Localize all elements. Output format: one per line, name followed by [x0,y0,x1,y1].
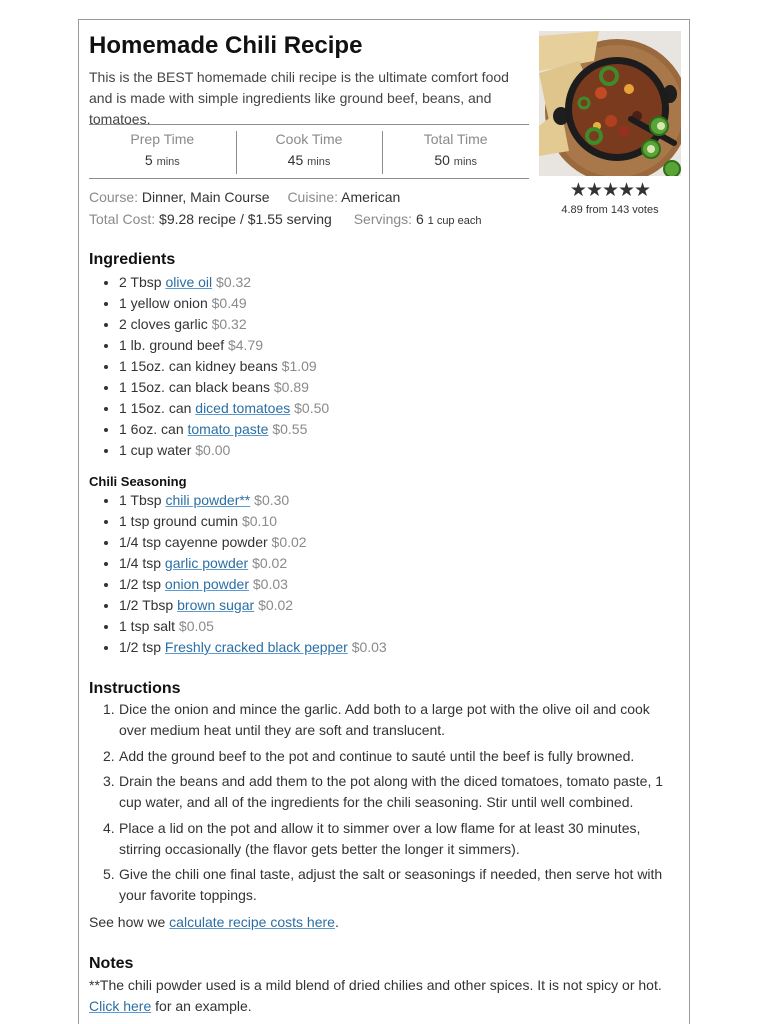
ingredient-cost: $4.79 [227,337,264,353]
seasoning-item: 1 Tbsp chili powder** $0.30 [119,490,387,511]
recipe-photo [539,31,681,176]
ingredient-item: 1 15oz. can diced tomatoes $0.50 [119,398,329,419]
recipe-summary: This is the BEST homemade chili recipe is the ultimate comfort food and is made with simple ingredients like ground beef, beans, and tomatoes. [89,69,509,127]
ingredient-item: 1 6oz. can tomato paste $0.55 [119,419,329,440]
recipe-card [78,19,690,1024]
chili-seasoning-heading: Chili Seasoning [89,474,187,489]
recipe-meta-course-cuisine [89,187,400,207]
ingredient-cost: $0.55 [272,421,308,437]
servings-value: 6 [415,211,424,227]
seasoning-item: 1 tsp ground cumin $0.10 [119,511,387,532]
total-time-value: 50 [434,152,450,168]
ingredient-item: 2 cloves garlic $0.32 [119,314,329,335]
ingredient-item: 1 lb. ground beef $4.79 [119,335,329,356]
recipe-title: Homemade Chili Recipe [89,32,363,59]
prep-time [89,125,236,178]
cook-time-label: Cook Time [275,131,343,147]
seasoning-item: 1/2 tsp onion powder $0.03 [119,574,387,595]
total-time-label: Total Time [423,131,488,147]
ingredient-cost: $0.05 [178,618,214,634]
cook-time-unit: mins [307,156,331,168]
click-here-link[interactable]: Click here [89,998,152,1014]
instruction-step: 3. Drain the beans and add them to the pot along with the diced tomatoes, tomato paste, 1 cup water, and all of the ingredients for the chili seasoning. Stir until well combined. [103,773,664,810]
rating-votes-text: 4.89 from 143 votes [561,204,659,216]
prep-time-label: Prep Time [130,131,195,147]
ingredient-cost: $0.02 [271,534,307,550]
instruction-step: 2. Add the ground beef to the pot and continue to sauté until the beef is fully browned. [103,747,635,764]
seasoning-item: 1/4 tsp garlic powder $0.02 [119,553,387,574]
course-label: Course: [89,189,139,205]
instruction-step: 5. Give the chili one final taste, adjust the salt or seasonings if needed, then serve hot with your favorite toppings. [103,866,663,903]
cook-time-value: 45 [287,152,304,168]
total-time-unit: mins [453,156,478,168]
notes-text: **The chili powder used is a mild blend of dried chilies and other spices. It is not spicy or hot. Click here for an example. [89,977,662,1014]
ingredient-item: 2 Tbsp olive oil $0.32 [119,272,329,293]
total-cost-label: Total Cost: [89,211,156,227]
instruction-step: 4. Place a lid on the pot and allow it to simmer over a low flame for at least 30 minutes, stirring occasionally (the flavor gets better the longer it simmers). [103,819,641,857]
ingredient-link-black-pepper[interactable]: Freshly cracked black pepper [164,639,348,655]
ingredient-link-onion-powder[interactable]: onion powder [164,576,249,592]
total-time [382,125,529,178]
servings-note: 1 cup each [427,215,482,227]
prep-time-unit: mins [156,156,180,168]
recipe-cost-note: See how we calculate recipe costs here. [89,914,339,930]
ingredient-link-brown-sugar[interactable]: brown sugar [177,597,255,613]
ingredient-cost: $0.03 [351,639,387,655]
ingredient-cost: $0.50 [294,400,330,416]
prep-time-value: 5 [144,152,153,168]
seasoning-item: 1/4 tsp cayenne powder $0.02 [119,532,387,553]
recipe-meta-cost-servings [89,209,481,231]
cuisine-label: Cuisine: [287,189,339,205]
star-rating-icon[interactable]: ★★★★★ [569,180,651,201]
notes-heading: Notes [89,955,134,972]
seasoning-item: 1 tsp salt $0.05 [119,616,387,637]
ingredient-cost: $0.30 [254,492,290,508]
calculate-costs-link[interactable]: calculate recipe costs here [169,914,335,930]
ingredient-link-tomato-paste[interactable]: tomato paste [187,421,269,437]
ingredient-cost: $1.09 [281,358,317,374]
instructions-heading: Instructions [89,680,181,697]
instruction-step: 1. Dice the onion and mince the garlic. Add both to a large pot with the olive oil and cook over medium heat until they are soft and translucent. [103,701,650,738]
seasoning-item: 1/2 tsp Freshly cracked black pepper $0.03 [119,637,387,658]
chili-bowl-image [539,31,681,176]
ingredient-cost: $0.00 [195,442,231,458]
instructions-list [89,699,679,911]
ingredient-cost: $0.10 [241,513,278,529]
seasoning-item: 1/2 Tbsp brown sugar $0.02 [119,595,387,616]
ingredient-link-chili-powder[interactable]: chili powder** [165,492,251,508]
ingredient-cost: $0.03 [252,576,288,592]
ingredient-cost: $0.32 [211,316,247,332]
recipe-rating [539,180,681,216]
ingredient-item: 1 yellow onion $0.49 [119,293,329,314]
ingredient-item: 1 cup water $0.00 [119,440,329,461]
ingredient-cost: $0.02 [252,555,288,571]
servings-label: Servings: [353,211,413,227]
ingredients-list [119,272,329,461]
cook-time [236,125,383,178]
ingredient-cost: $0.32 [216,274,252,290]
seasoning-list [119,490,387,658]
ingredients-heading: Ingredients [89,251,176,268]
cuisine-value: American [341,189,401,205]
ingredient-cost: $0.02 [258,597,294,613]
course-value: Dinner, Main Course [141,189,270,205]
ingredient-link-diced-tomatoes[interactable]: diced tomatoes [195,400,291,416]
total-cost-value: $9.28 recipe / $1.55 serving [159,211,332,227]
ingredient-item: 1 15oz. can kidney beans $1.09 [119,356,329,377]
ingredient-item: 1 15oz. can black beans $0.89 [119,377,329,398]
ingredient-cost: $0.89 [273,379,309,395]
ingredient-link-olive-oil[interactable]: olive oil [165,274,213,290]
ingredient-cost: $0.49 [211,295,247,311]
recipe-times [89,124,529,179]
ingredient-link-garlic-powder[interactable]: garlic powder [164,555,249,571]
